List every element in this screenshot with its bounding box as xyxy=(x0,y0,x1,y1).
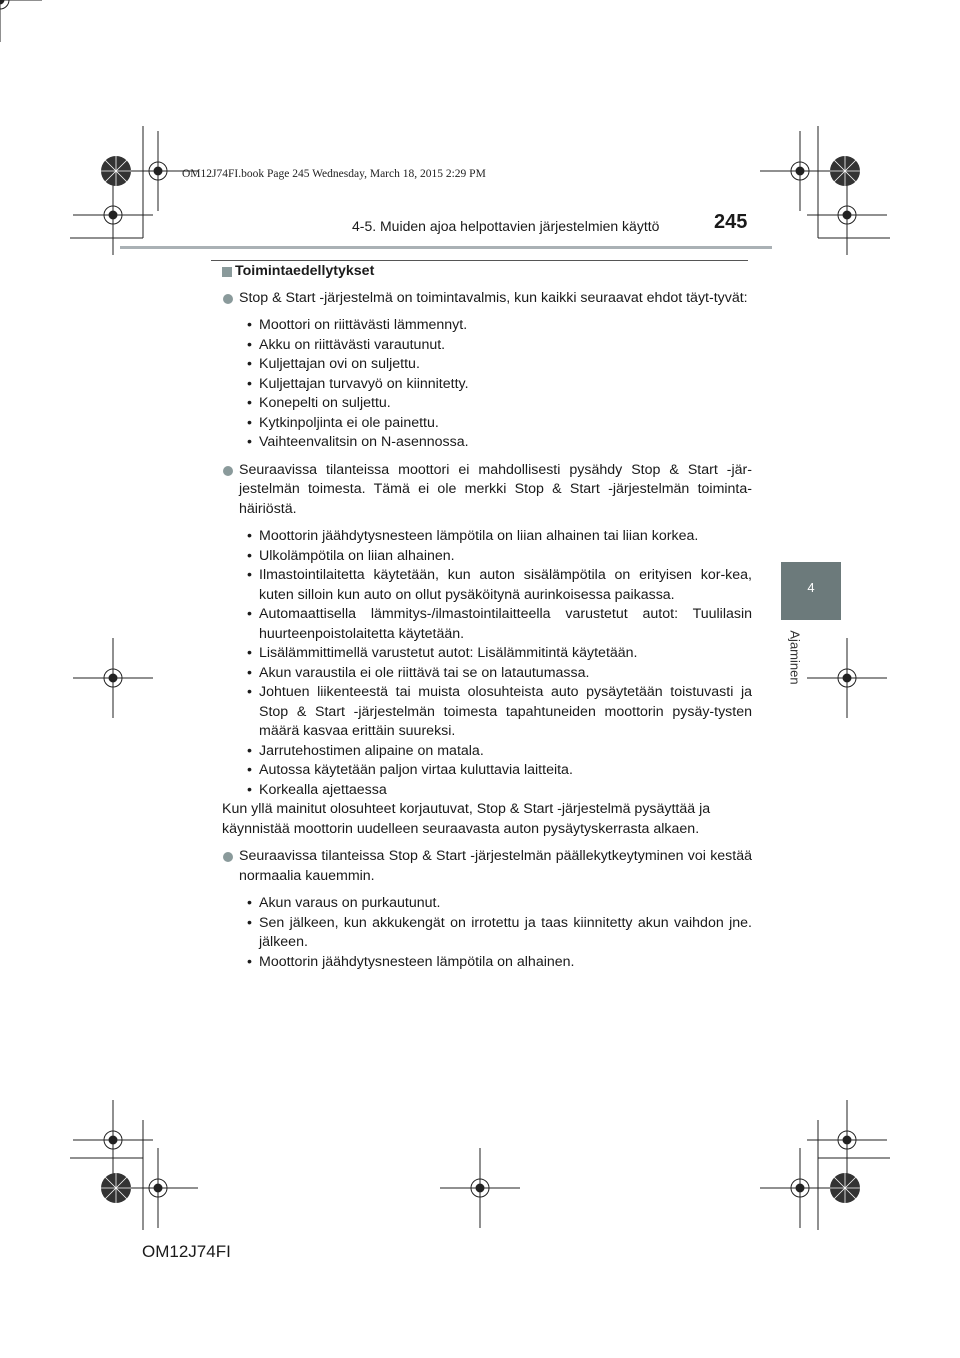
list-item: • Autossa käytetään paljon virtaa kuluttavia laitteita. xyxy=(247,761,752,781)
list-item: • Akun varaus on purkautunut. xyxy=(247,894,752,914)
square-bullet-icon xyxy=(222,267,232,277)
list-item: • Automaattisella lämmitys-/ilmastointilaitteella varustetut autot: Tuulilasin huurteenpoistolaitetta käytetään. xyxy=(247,605,752,644)
list-item: • Ulkolämpötila on liian alhainen. xyxy=(247,547,752,567)
list-item: • Akun varaustila ei ole riittävä tai se on latautumassa. xyxy=(247,664,752,684)
list-item: • Konepelti on suljettu. xyxy=(247,394,752,414)
print-info: OM12J74FI.book Page 245 Wednesday, March 18, 2015 2:29 PM xyxy=(182,168,486,180)
round-bullet-icon xyxy=(223,466,233,476)
page-content xyxy=(222,262,752,980)
page-number: 245 xyxy=(714,211,748,233)
list-item: • Korkealla ajettaessa xyxy=(247,781,752,801)
bullet-text: Stop & Start -järjestelmä on toimintavalmis, kun kaikki seuraavat ehdot täyt-tyvät: xyxy=(239,289,748,306)
note-paragraph: Kun yllä mainitut olosuhteet korjautuvat, Stop & Start -järjestelmä pysäyttää ja käynnistää moottorin uudelleen seuraavasta auton pysäytyskerrasta alkaen. xyxy=(222,801,711,837)
list-item: • Sen jälkeen, kun akkukengät on irrotettu ja taas kiinnitetty akun vaihdon jne. jälkeen. xyxy=(247,914,752,953)
round-bullet-icon xyxy=(223,852,233,862)
round-bullet-icon xyxy=(223,294,233,304)
list-item: • Johtuen liikenteestä tai muista olosuhteista auto pysäytetään toistuvasti ja Stop & Start -järjestelmän toimesta tapahtuneiden moottorin pysäy-tysten määrä kasvaa erittäin suureksi. xyxy=(247,683,752,742)
list-item: • Akku on riittävästi varautunut. xyxy=(247,336,752,356)
section-heading-text: Toimintaedellytykset xyxy=(235,263,375,279)
document-code: OM12J74FI xyxy=(142,1242,231,1261)
heading-rule xyxy=(211,260,748,261)
list-item: • Kuljettajan turvavyö on kiinnitetty. xyxy=(247,375,752,395)
header-rule xyxy=(120,246,772,249)
condition-list xyxy=(222,316,752,453)
section-title: 4-5. Muiden ajoa helpottavien järjestelmien käyttö xyxy=(352,218,660,234)
list-item: • Moottorin jäähdytysnesteen lämpötila on liian alhainen tai liian korkea. xyxy=(247,527,752,547)
chapter-number: 4 xyxy=(807,580,815,595)
list-item: • Ilmastointilaitetta käytetään, kun auton sisälämpötila on erityisen kor-kea, kuten silloin kun auto on ollut pysäköitynä aurinkoisessa paikassa. xyxy=(247,566,752,605)
list-item: • Kuljettajan ovi on suljettu. xyxy=(247,355,752,375)
list-item: • Moottorin jäähdytysnesteen lämpötila on alhainen. xyxy=(247,953,752,973)
list-item: • Moottori on riittävästi lämmennyt. xyxy=(247,316,752,336)
list-item: • Jarrutehostimen alipaine on matala. xyxy=(247,742,752,762)
list-item: • Kytkinpoljinta ei ole painettu. xyxy=(247,414,752,434)
condition-list xyxy=(222,894,752,972)
chapter-label: Ajaminen xyxy=(787,630,803,685)
bullet-text: Seuraavissa tilanteissa Stop & Start -järjestelmän päällekytkeytyminen voi kestää normaalia kauemmin. xyxy=(239,848,752,884)
bullet-paragraph xyxy=(222,289,752,309)
bullet-paragraph xyxy=(222,461,752,520)
bullet-paragraph xyxy=(222,847,752,886)
condition-list xyxy=(222,527,752,800)
bullet-text: Seuraavissa tilanteissa moottori ei mahdollisesti pysähdy Stop & Start -jär-jestelmän toimesta. Tämä ei ole merkki Stop & Start -järjestelmän toiminta-häiriöstä. xyxy=(239,461,752,517)
section-heading xyxy=(222,262,752,282)
list-item: • Lisälämmittimellä varustetut autot: Lisälämmitintä käytetään. xyxy=(247,644,752,664)
list-item: • Vaihteenvalitsin on N-asennossa. xyxy=(247,433,752,453)
